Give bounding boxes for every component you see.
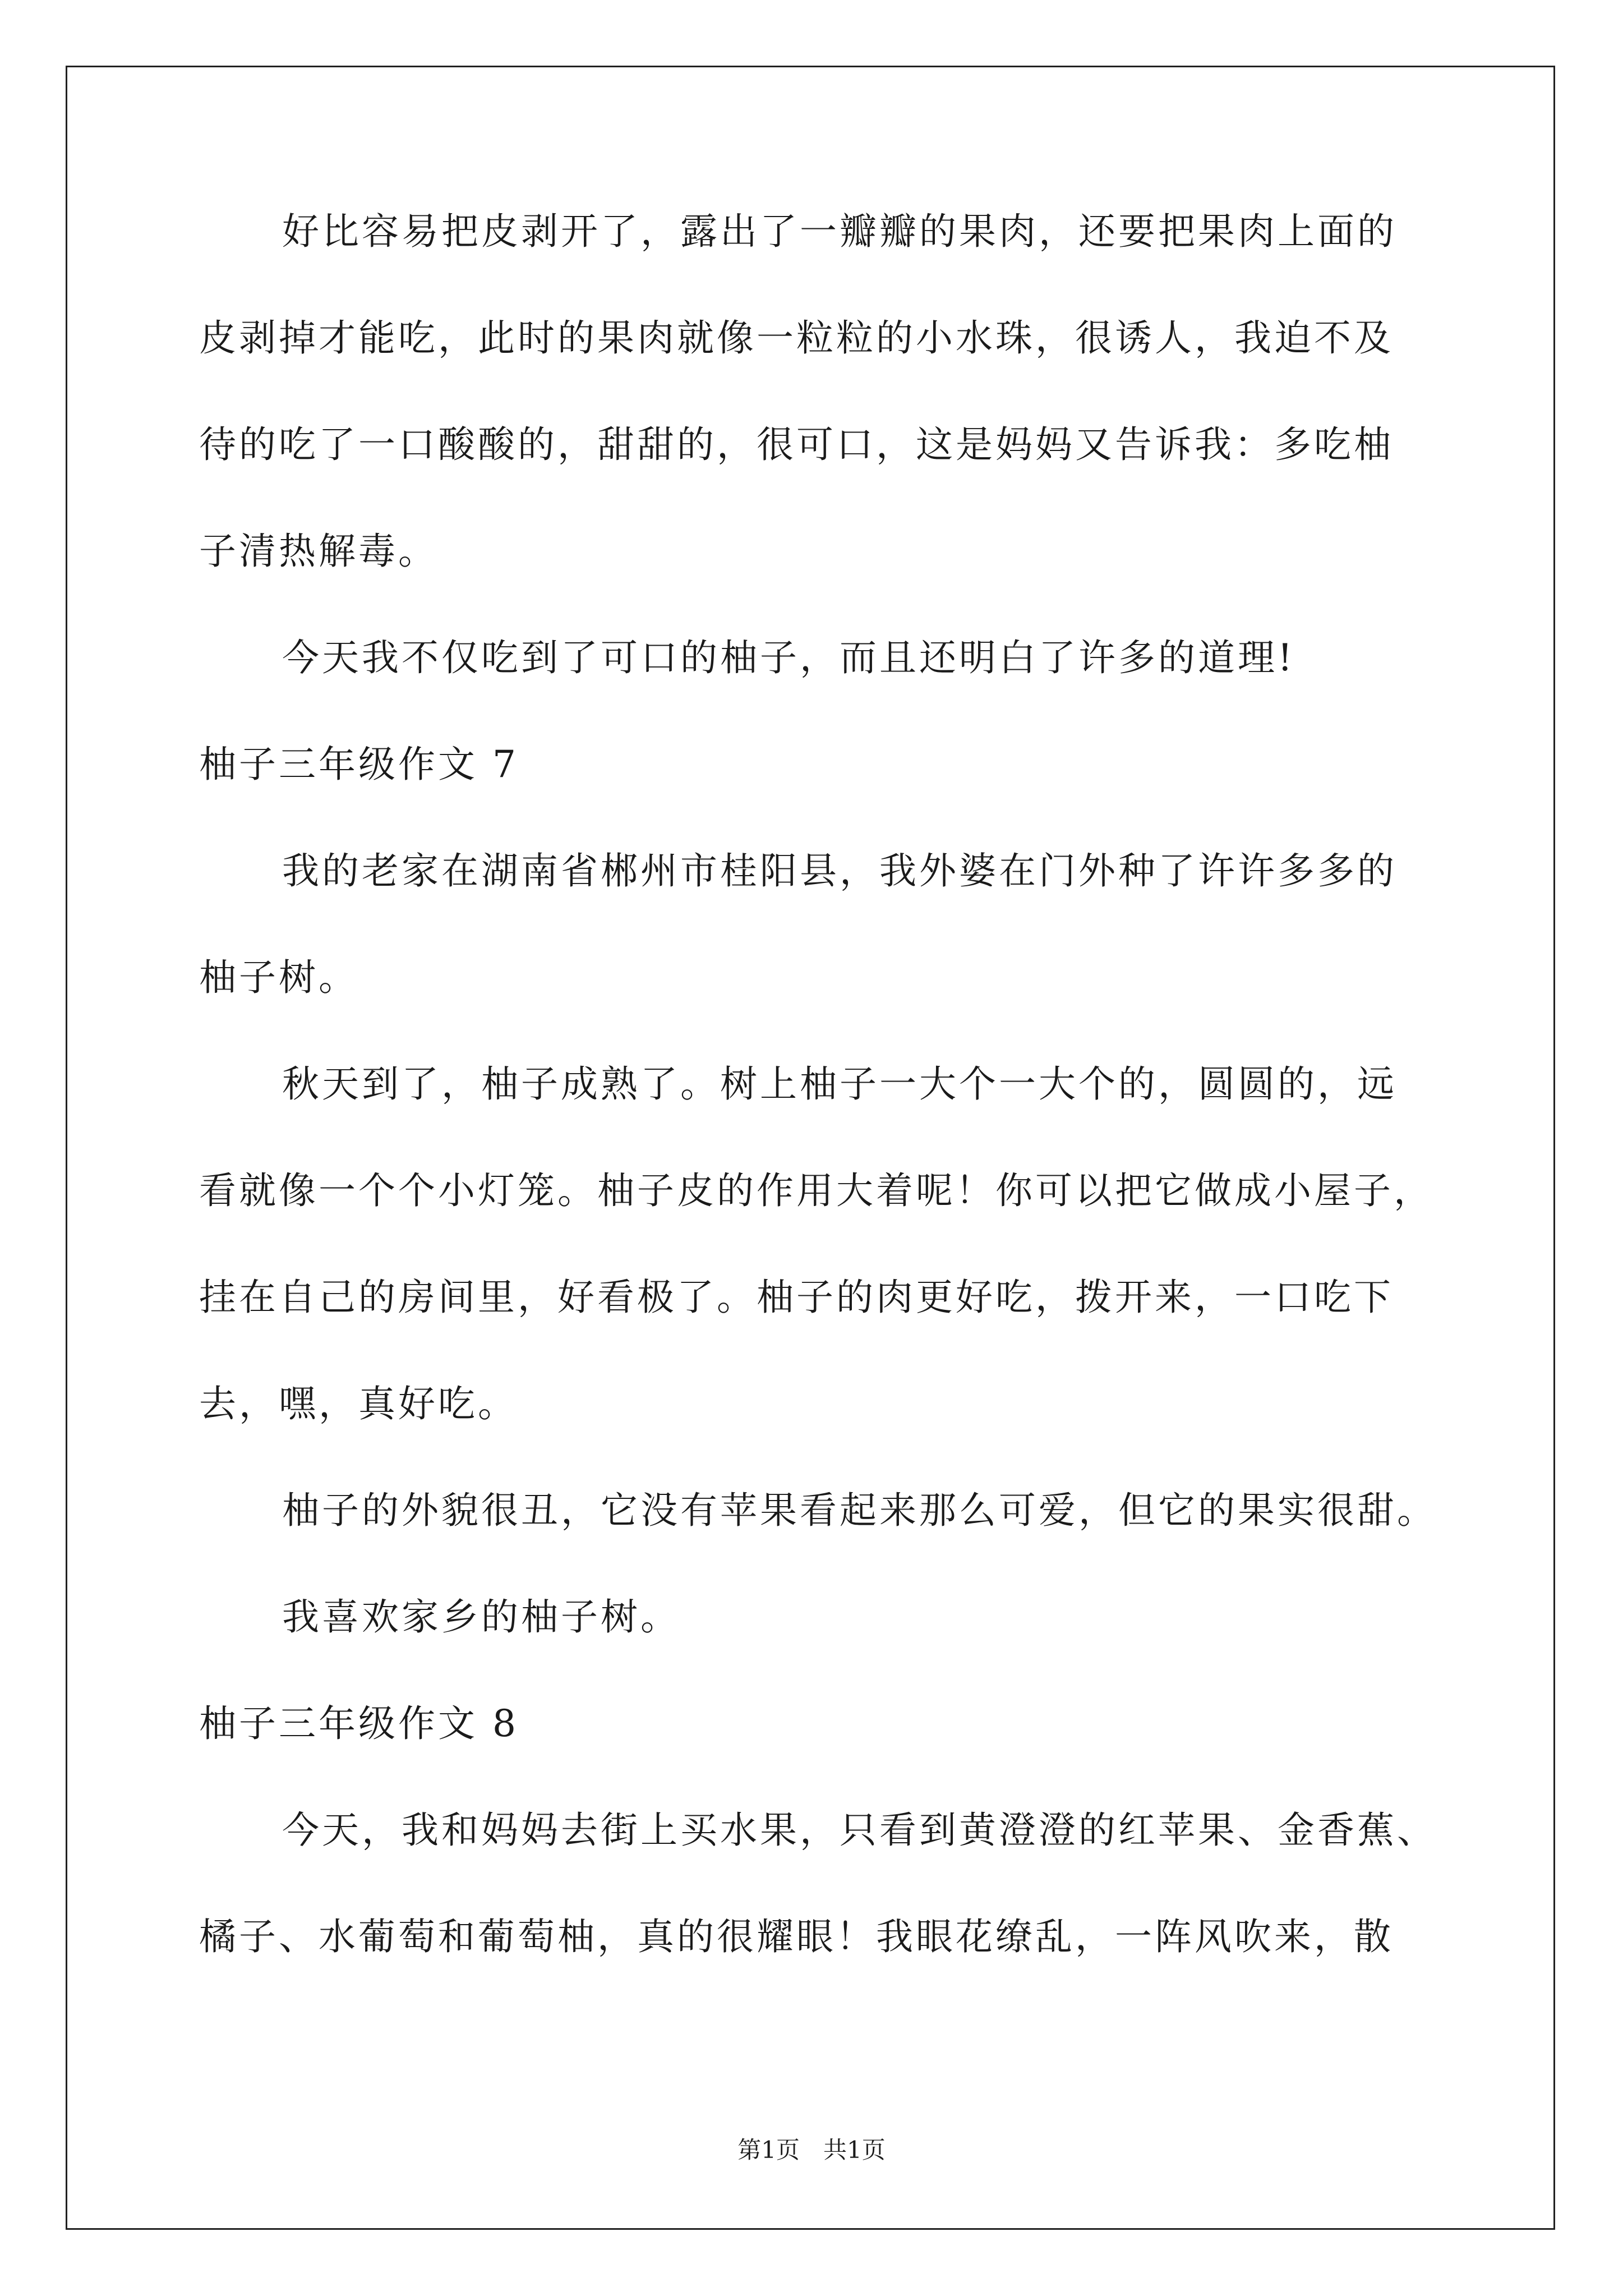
text-line: 待的吃了一口酸酸的，甜甜的，很可口，这是妈妈又告诉我：多吃柚 <box>199 423 1394 466</box>
text-line: 看就像一个个小灯笼。柚子皮的作用大着呢！你可以把它做成小屋子， <box>199 1169 1433 1212</box>
text-line: 子清热解毒。 <box>199 530 438 573</box>
text-line: 去，嘿，真好吃。 <box>199 1382 518 1425</box>
text-line: 我的老家在湖南省郴州市桂阳县，我外婆在门外种了许许多多的 <box>282 849 1397 892</box>
document-body <box>199 210 1437 2025</box>
text-line: 柚子的外貌很丑，它没有苹果看起来那么可爱，但它的果实很甜。 <box>282 1489 1437 1532</box>
text-line: 柚子树。 <box>199 956 358 999</box>
page-footer: 第1页 共1页 <box>737 2136 886 2164</box>
text-line: 今天，我和妈妈去街上买水果，只看到黄澄澄的红苹果、金香蕉、 <box>282 1809 1437 1852</box>
text-line: 秋天到了，柚子成熟了。树上柚子一大个一大个的，圆圆的，远 <box>282 1062 1397 1106</box>
text-line: 皮剥掉才能吃，此时的果肉就像一粒粒的小水珠，很诱人，我迫不及 <box>199 316 1394 360</box>
text-line: 今天我不仅吃到了可口的柚子，而且还明白了许多的道理! <box>282 636 1295 679</box>
section-heading: 柚子三年级作文 7 <box>199 743 519 786</box>
text-line: 好比容易把皮剥开了，露出了一瓣瓣的果肉，还要把果肉上面的 <box>282 210 1397 253</box>
section-heading: 柚子三年级作文 8 <box>199 1702 519 1745</box>
text-line: 我喜欢家乡的柚子树。 <box>282 1595 680 1639</box>
text-line: 橘子、水葡萄和葡萄柚，真的很耀眼！我眼花缭乱，一阵风吹来，散 <box>199 1915 1394 1958</box>
text-line: 挂在自己的房间里，好看极了。柚子的肉更好吃，拨开来，一口吃下 <box>199 1276 1394 1319</box>
